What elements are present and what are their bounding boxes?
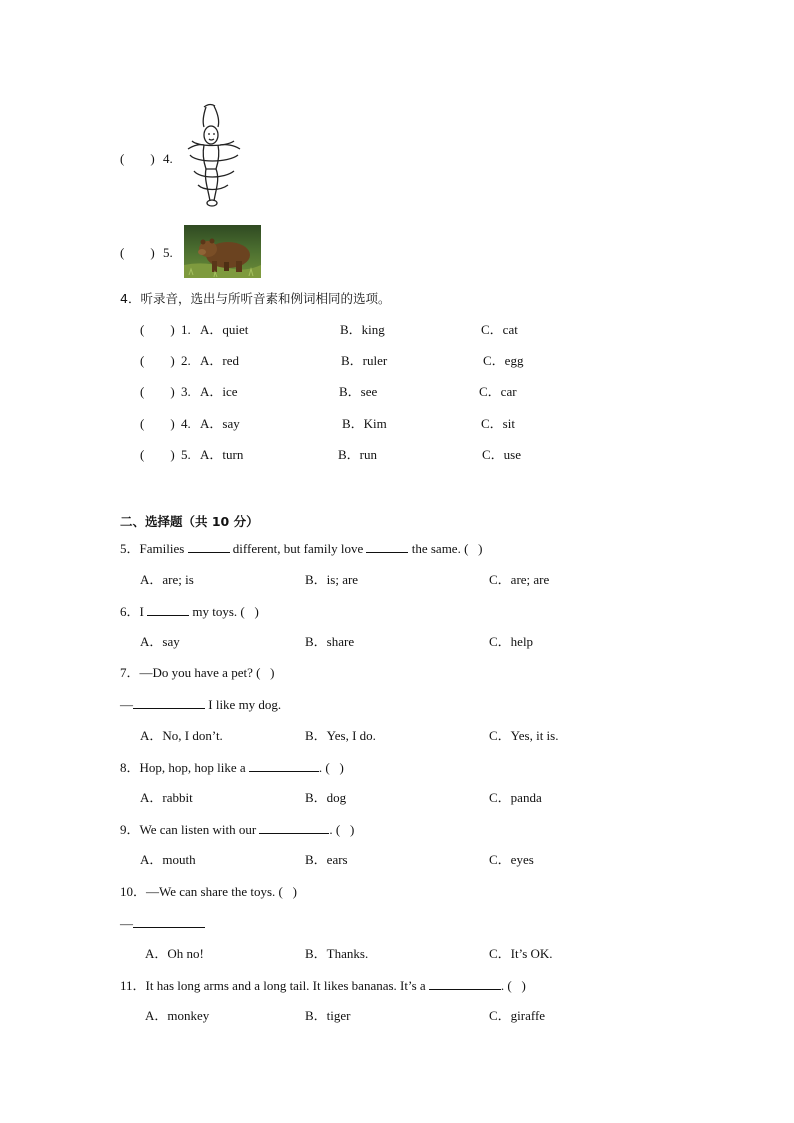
- option-c[interactable]: C．Yes, it is.: [489, 728, 559, 743]
- option-b[interactable]: B．share: [305, 634, 355, 649]
- option-a[interactable]: A．rabbit: [140, 790, 193, 805]
- answer-paren[interactable]: ( ): [140, 353, 175, 368]
- item-number: 4.: [163, 151, 173, 166]
- option-b[interactable]: B．Yes, I do.: [305, 728, 376, 743]
- answer-blank[interactable]: [366, 540, 408, 553]
- question-6: [120, 603, 259, 620]
- option-a[interactable]: A．ice: [200, 384, 238, 399]
- question-text: . ( ): [329, 822, 355, 837]
- option-c[interactable]: C．sit: [481, 416, 515, 431]
- item-number: 5.: [163, 245, 173, 260]
- question-text: different, but family love: [229, 541, 367, 556]
- option-b[interactable]: B．king: [340, 322, 385, 337]
- answer-blank[interactable]: [133, 915, 205, 928]
- option-b[interactable]: B．is; are: [305, 572, 359, 587]
- answer-paren[interactable]: ( ): [140, 322, 175, 337]
- option-a[interactable]: A．No, I don’t.: [140, 728, 223, 743]
- answer-blank[interactable]: [259, 821, 329, 834]
- option-a[interactable]: A．turn: [200, 447, 244, 462]
- answer-paren[interactable]: ( ): [140, 416, 175, 431]
- question-9: [120, 821, 354, 838]
- answer-blank[interactable]: [147, 603, 189, 616]
- option-b[interactable]: B．tiger: [305, 1008, 351, 1023]
- question-text: the same. ( ): [408, 541, 483, 556]
- option-c[interactable]: C．panda: [489, 790, 542, 805]
- question-8: [120, 759, 344, 776]
- question-text: 11．It has long arms and a long tail. It likes bananas. It’s a: [120, 978, 429, 993]
- option-a[interactable]: A．red: [200, 353, 239, 368]
- question-11: [120, 977, 526, 994]
- question-text: . ( ): [500, 978, 526, 993]
- option-c[interactable]: C．are; are: [489, 572, 550, 587]
- answer-blank[interactable]: [429, 977, 501, 990]
- option-c[interactable]: C．use: [482, 447, 522, 462]
- question-text: I like my dog.: [205, 697, 282, 712]
- option-b[interactable]: B．Kim: [342, 416, 387, 431]
- dash: —: [120, 697, 133, 712]
- option-a[interactable]: A．are; is: [140, 572, 194, 587]
- question-text: . ( ): [318, 760, 344, 775]
- item-number: 3.: [181, 384, 191, 399]
- dialogue-reply: [120, 696, 281, 713]
- answer-blank[interactable]: [188, 540, 230, 553]
- question-5: [120, 540, 483, 557]
- section-4-title: 4．听录音，选出与所听音素和例词相同的选项。: [120, 291, 391, 306]
- option-c[interactable]: C．cat: [481, 322, 518, 337]
- item-number: 2.: [181, 353, 191, 368]
- option-b[interactable]: B．run: [338, 447, 378, 462]
- answer-blank[interactable]: [249, 759, 319, 772]
- option-a[interactable]: A．monkey: [145, 1008, 210, 1023]
- question-7: 7．—Do you have a pet? ( ): [120, 665, 275, 680]
- bear-photo: [184, 225, 261, 278]
- option-a[interactable]: A．quiet: [200, 322, 249, 337]
- option-c[interactable]: C．eyes: [489, 852, 534, 867]
- option-c[interactable]: C．help: [489, 634, 534, 649]
- option-c[interactable]: C．giraffe: [489, 1008, 546, 1023]
- option-a[interactable]: A．mouth: [140, 852, 196, 867]
- person-spinning-picture: [180, 103, 248, 211]
- answer-paren[interactable]: ( ): [120, 245, 155, 260]
- option-b[interactable]: B．Thanks.: [305, 946, 369, 961]
- question-text: my toys. ( ): [189, 604, 259, 619]
- question-text: 9．We can listen with our: [120, 822, 260, 837]
- question-text: 8．Hop, hop, hop like a: [120, 760, 249, 775]
- option-a[interactable]: A．Oh no!: [145, 946, 204, 961]
- answer-paren[interactable]: ( ): [120, 151, 155, 166]
- option-a[interactable]: A．say: [200, 416, 240, 431]
- option-b[interactable]: B．ears: [305, 852, 348, 867]
- item-number: 1.: [181, 322, 191, 337]
- dialogue-reply: [120, 915, 205, 932]
- answer-paren[interactable]: ( ): [140, 384, 175, 399]
- option-b[interactable]: B．dog: [305, 790, 347, 805]
- option-c[interactable]: C．car: [479, 384, 517, 399]
- answer-blank[interactable]: [133, 696, 205, 709]
- question-10: 10．—We can share the toys. ( ): [120, 884, 297, 899]
- item-number: 5.: [181, 447, 191, 462]
- option-b[interactable]: B．ruler: [341, 353, 388, 368]
- question-text: 5．Families: [120, 541, 188, 556]
- question-text: 6．I: [120, 604, 148, 619]
- option-a[interactable]: A．say: [140, 634, 180, 649]
- section-2-title: 二、选择题（共 10 分）: [120, 514, 259, 529]
- option-b[interactable]: B．see: [339, 384, 378, 399]
- item-number: 4.: [181, 416, 191, 431]
- option-c[interactable]: C．It’s OK.: [489, 946, 553, 961]
- dash: —: [120, 916, 133, 931]
- answer-paren[interactable]: ( ): [140, 447, 175, 462]
- option-c[interactable]: C．egg: [483, 353, 524, 368]
